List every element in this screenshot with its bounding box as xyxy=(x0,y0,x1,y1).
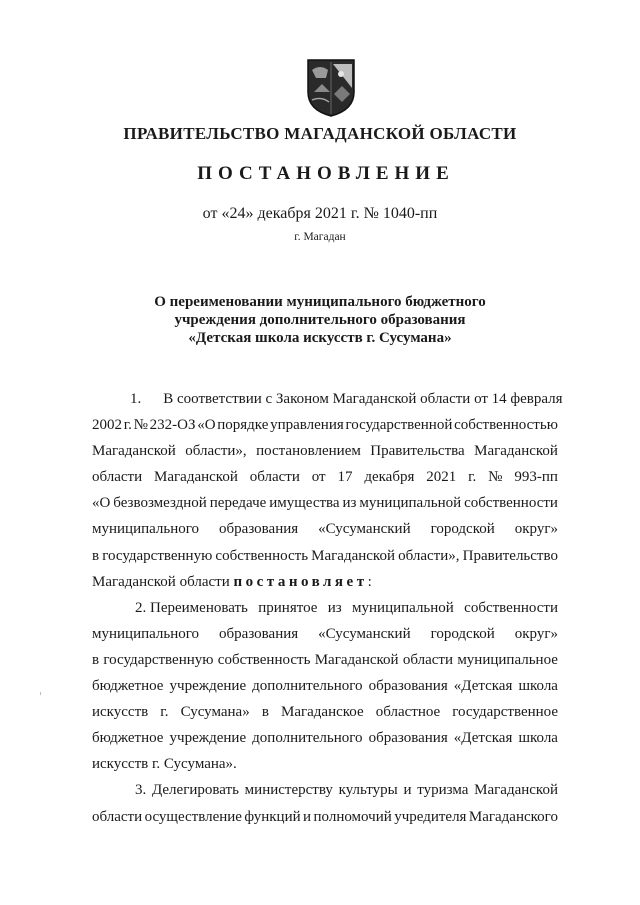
word: Магаданское xyxy=(280,704,364,721)
title-line: О переименовании муниципального бюджетного xyxy=(154,294,486,310)
word: учредителя xyxy=(394,808,467,825)
word: «Сусуманский xyxy=(318,625,411,642)
word: собственностью xyxy=(454,417,558,434)
title-line: учреждения дополнительного образования xyxy=(174,312,466,328)
word: области xyxy=(92,469,143,486)
word: округ» xyxy=(514,625,558,642)
word: г. xyxy=(468,469,477,486)
word: Магаданской xyxy=(314,651,399,668)
scan-mark xyxy=(40,692,41,695)
word: учреждение xyxy=(169,678,247,695)
word: осуществление xyxy=(144,808,242,825)
body-line xyxy=(92,438,558,464)
word: туризма xyxy=(417,782,469,799)
word: областное xyxy=(375,704,441,721)
word: Магаданской xyxy=(311,547,395,564)
word: «Детская xyxy=(453,730,513,747)
word: дополнительного xyxy=(252,730,363,747)
word: школа xyxy=(518,678,558,695)
word: учреждение xyxy=(169,730,247,747)
word: собственность xyxy=(215,547,309,564)
body-line xyxy=(92,673,558,699)
word: области xyxy=(92,808,143,825)
word: от xyxy=(311,469,326,486)
word: области xyxy=(249,469,300,486)
word: передаче xyxy=(209,495,267,512)
word: Магаданской xyxy=(474,782,558,799)
word: 17 xyxy=(337,469,353,486)
word: Магаданской xyxy=(154,469,238,486)
word: постановлением xyxy=(256,443,361,460)
word: образования xyxy=(219,625,299,642)
document-type: ПОСТАНОВЛЕНИЕ xyxy=(197,163,455,184)
word: образования xyxy=(368,678,448,695)
document-title xyxy=(0,293,640,347)
word: № xyxy=(133,417,148,434)
word: Правительство xyxy=(462,547,558,564)
word: городской xyxy=(430,625,495,642)
word: принятое xyxy=(258,599,318,616)
body-line xyxy=(92,464,558,490)
body-line: Магаданской области постановляет: xyxy=(92,573,372,590)
word: Сусумана» xyxy=(180,704,250,721)
document-city: г. Магадан xyxy=(294,231,346,243)
word: министерству xyxy=(244,782,333,799)
word: образования xyxy=(368,730,448,747)
word: дополнительного xyxy=(252,678,363,695)
body-line: 1. В соответствии с Законом Магаданской области от 14 февраля xyxy=(130,391,563,407)
word: собственности xyxy=(464,599,558,616)
word: округ» xyxy=(514,521,558,538)
body-line xyxy=(92,543,558,569)
word: Магаданского xyxy=(468,808,558,825)
word: функций xyxy=(244,808,301,825)
word: муниципального xyxy=(92,625,200,642)
title-line: «Детская школа искусств г. Сусумана» xyxy=(188,330,452,346)
word: имущества xyxy=(269,495,340,512)
body-line xyxy=(92,412,558,438)
word: «О xyxy=(197,417,216,434)
spaced-keyword: постановляет xyxy=(233,573,368,590)
body-line xyxy=(92,595,558,621)
word: 2021 xyxy=(426,469,457,486)
word: бюджетное xyxy=(92,730,164,747)
word: муниципальной xyxy=(352,599,454,616)
word: Магаданской xyxy=(92,443,176,460)
word: культуры xyxy=(338,782,398,799)
word: муниципальной xyxy=(359,495,462,512)
word: в xyxy=(261,704,269,721)
word: муниципальное xyxy=(457,651,558,668)
body-line xyxy=(92,804,558,830)
word: собственность xyxy=(217,651,311,668)
word: из xyxy=(327,599,342,616)
word: Магаданской xyxy=(474,443,558,460)
word: безвозмездной xyxy=(113,495,207,512)
document-body xyxy=(92,386,563,830)
word: декабря xyxy=(364,469,415,486)
word: бюджетное xyxy=(92,678,164,695)
word: искусств xyxy=(92,704,149,721)
word: полномочий xyxy=(313,808,392,825)
word: 993-пп xyxy=(514,469,558,486)
word: порядке xyxy=(217,417,269,434)
word: собственности xyxy=(464,495,558,512)
word: 232-ОЗ xyxy=(149,417,196,434)
word: городской xyxy=(430,521,495,538)
coat-of-arms-emblem xyxy=(306,58,356,118)
word: Правительства xyxy=(370,443,465,460)
paragraph-number: 1. xyxy=(130,391,142,407)
word: области xyxy=(402,651,454,668)
word: управления xyxy=(270,417,344,434)
word: муниципального xyxy=(92,521,200,538)
word: области», xyxy=(185,443,247,460)
word: № xyxy=(488,469,503,486)
organization-name: ПРАВИТЕЛЬСТВО МАГАДАНСКОЙ ОБЛАСТИ xyxy=(123,124,517,143)
word: г. xyxy=(160,704,169,721)
word: школа xyxy=(518,730,558,747)
word: в xyxy=(92,651,100,668)
word: «Сусуманский xyxy=(318,521,411,538)
body-line xyxy=(92,699,558,725)
word: государственную xyxy=(102,547,213,564)
word: государственной xyxy=(345,417,453,434)
word: и xyxy=(303,808,312,825)
body-line xyxy=(92,621,558,647)
word: образования xyxy=(219,521,299,538)
word: г. xyxy=(123,417,132,434)
word: области», xyxy=(398,547,460,564)
word: государственную xyxy=(103,651,214,668)
word: 2. Переименовать xyxy=(135,599,248,616)
word: Делегировать xyxy=(151,782,239,799)
document-date-number: от «24» декабря 2021 г. № 1040-пп xyxy=(202,205,438,222)
word: «Детская xyxy=(453,678,513,695)
body-line xyxy=(92,490,558,516)
body-line: искусств г. Сусумана». xyxy=(92,756,237,773)
body-line xyxy=(92,647,558,673)
word: 2002 xyxy=(92,417,122,434)
word: в xyxy=(92,547,100,564)
word: 3. xyxy=(135,782,147,799)
word: из xyxy=(342,495,357,512)
body-line xyxy=(92,725,558,751)
word: и xyxy=(403,782,412,799)
body-line xyxy=(92,516,558,542)
word: «О xyxy=(92,495,111,512)
body-line xyxy=(92,777,558,803)
word: государственное xyxy=(452,704,558,721)
